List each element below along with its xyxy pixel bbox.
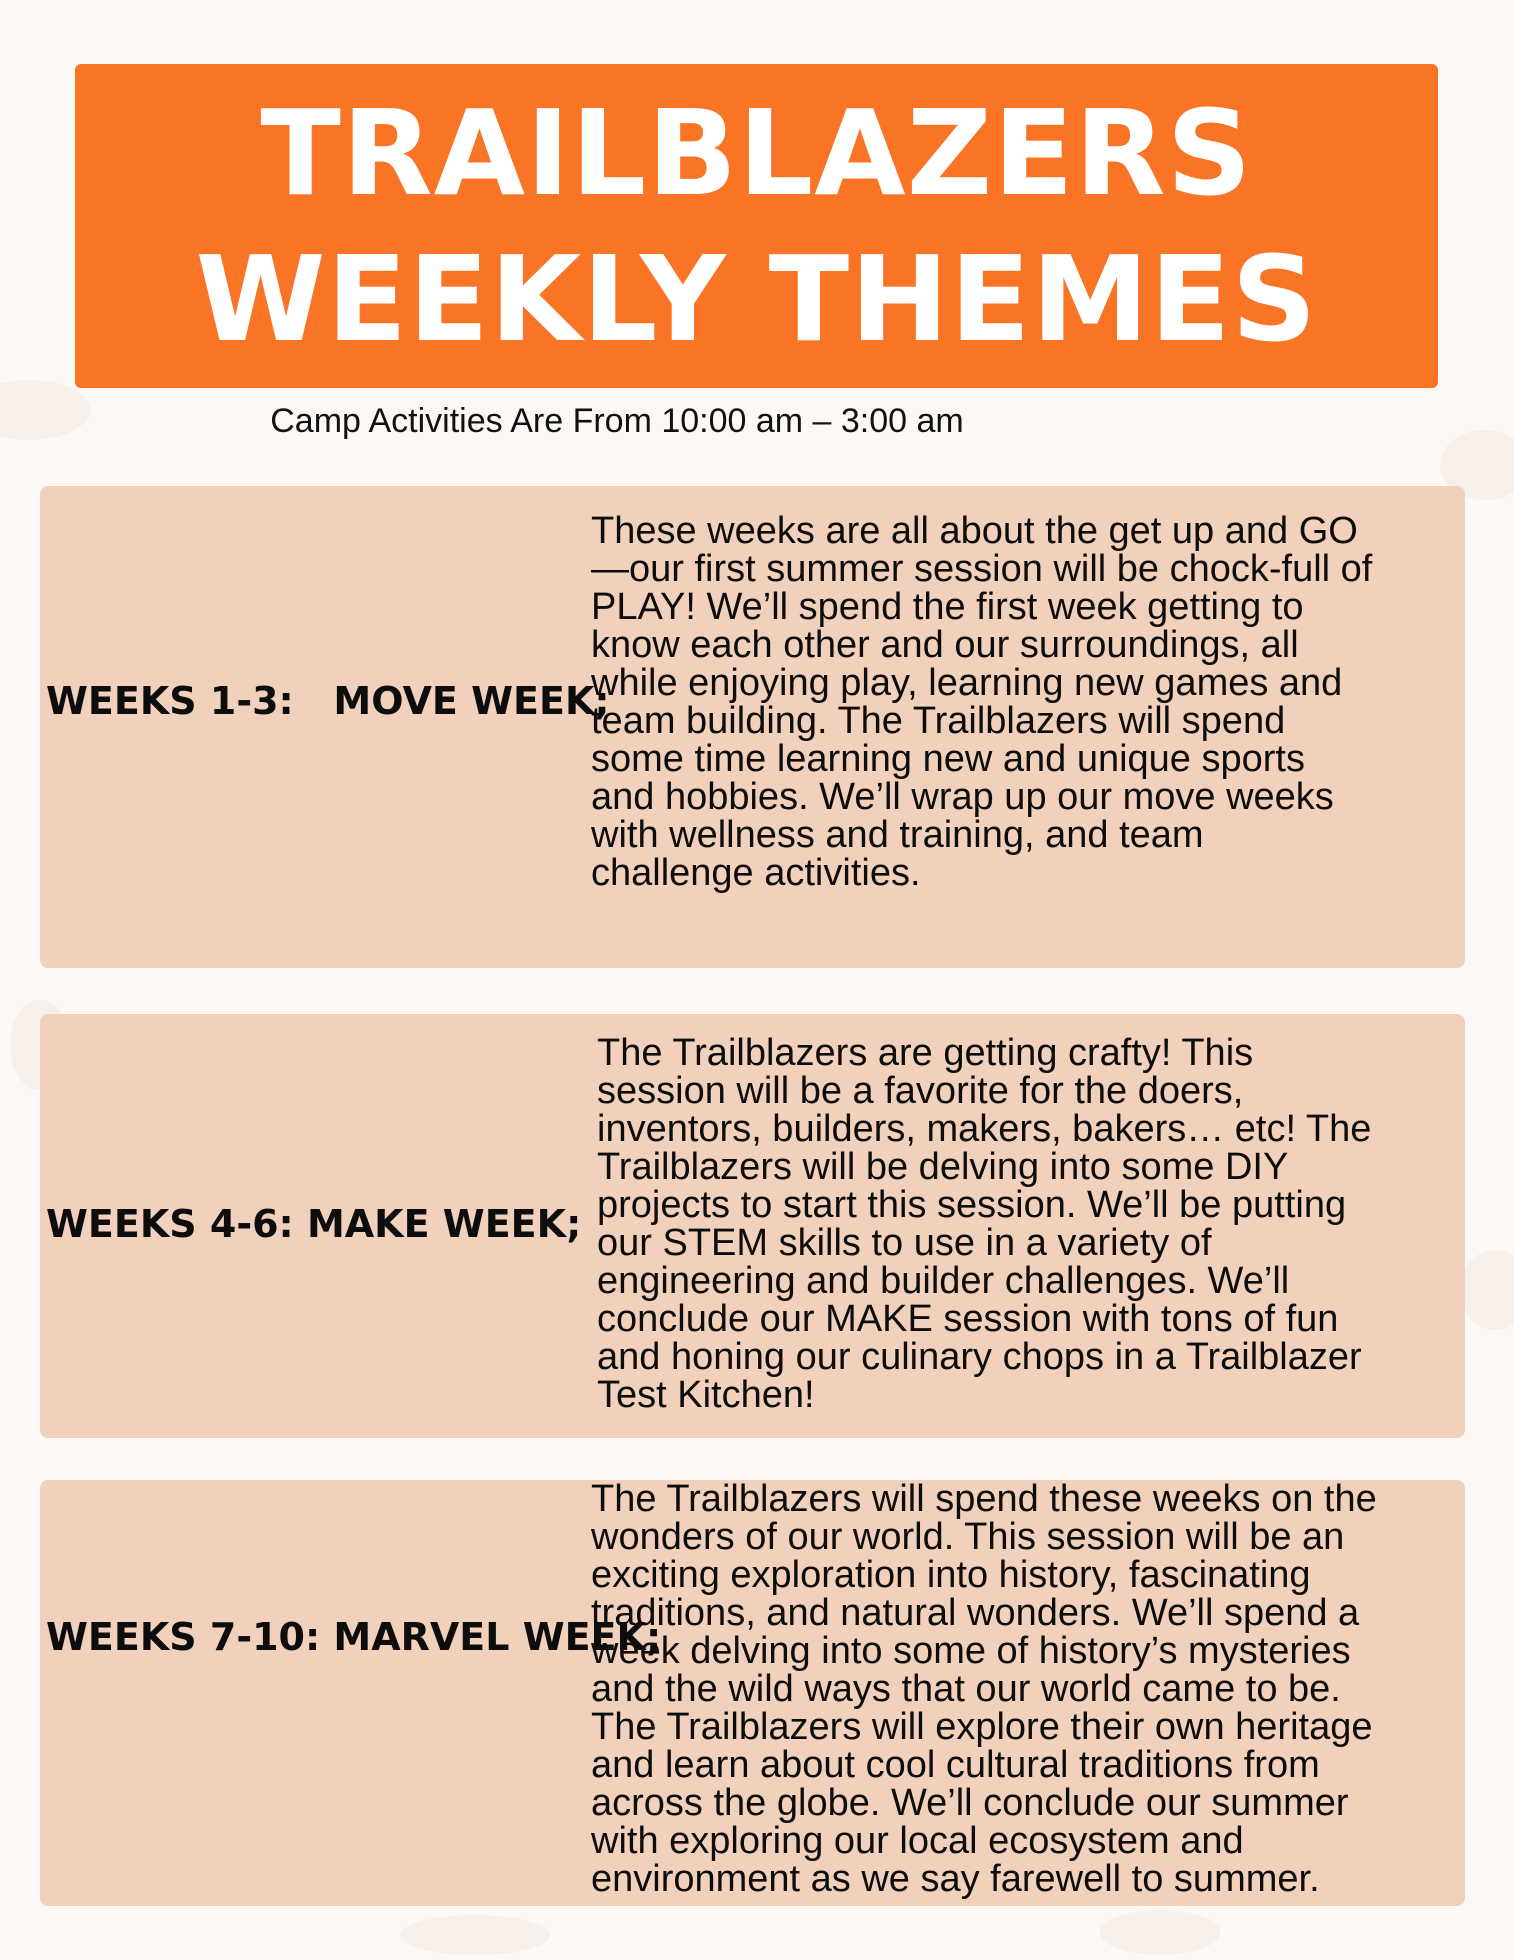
week-label: WEEKS 7-10: MARVEL WEEK; [46, 1615, 662, 1659]
description-line: The Trailblazers will explore their own heritage [591, 1706, 1373, 1748]
description-line: These weeks are all about the get up and GO [591, 510, 1358, 552]
week-label: WEEKS 1-3: MOVE WEEK; [46, 679, 610, 723]
description-line: —our first summer session will be chock-full of [591, 548, 1373, 590]
camp-hours-subtitle: Camp Activities Are From 10:00 am – 3:00 am [270, 402, 964, 440]
week-card-make [40, 1014, 1465, 1438]
week-label: WEEKS 4-6: MAKE WEEK; [46, 1202, 582, 1246]
description-line: session will be a favorite for the doers, [597, 1070, 1244, 1112]
page-title-line-1: TRAILBLAZERS [260, 84, 1253, 222]
description-line: engineering and builder challenges. We’ll [597, 1260, 1290, 1302]
description-line: and the wild ways that our world came to be. [591, 1668, 1341, 1710]
description-line: projects to start this session. We’ll be putting [597, 1184, 1347, 1226]
description-line: wonders of our world. This session will be an [591, 1516, 1345, 1558]
background-texture [1100, 1910, 1220, 1955]
description-line: Test Kitchen! [597, 1374, 815, 1416]
week-description [591, 512, 1372, 892]
week-description [597, 1034, 1371, 1414]
description-line: with exploring our local ecosystem and [591, 1820, 1244, 1862]
description-line: inventors, builders, makers, bakers… etc! The [597, 1108, 1372, 1150]
description-line: know each other and our surroundings, all [591, 624, 1299, 666]
description-line: with wellness and training, and team [591, 814, 1204, 856]
description-line: and learn about cool cultural traditions from [591, 1744, 1320, 1786]
week-card-marvel [40, 1480, 1465, 1906]
description-line: across the globe. We’ll conclude our summer [591, 1782, 1349, 1824]
description-line: and hobbies. We’ll wrap up our move weeks [591, 776, 1334, 818]
page-title-line-2: WEEKLY THEMES [195, 230, 1318, 368]
description-line: Trailblazers will be delving into some DIY [597, 1146, 1289, 1188]
description-line: some time learning new and unique sports [591, 738, 1305, 780]
background-texture [400, 1915, 550, 1955]
description-line: our STEM skills to use in a variety of [597, 1222, 1212, 1264]
description-line: week delving into some of history’s mysteries [591, 1630, 1351, 1672]
description-line: traditions, and natural wonders. We’ll spend a [591, 1592, 1360, 1634]
description-line: conclude our MAKE session with tons of fun [597, 1298, 1339, 1340]
description-line: The Trailblazers are getting crafty! This [597, 1032, 1254, 1074]
week-description [591, 1480, 1377, 1898]
description-line: exciting exploration into history, fascinating [591, 1554, 1311, 1596]
description-line: environment as we say farewell to summer. [591, 1858, 1320, 1900]
description-line: and honing our culinary chops in a Trailblazer [597, 1336, 1362, 1378]
description-line: while enjoying play, learning new games and [591, 662, 1343, 704]
week-card-move [40, 486, 1465, 968]
description-line: The Trailblazers will spend these weeks on the [591, 1478, 1377, 1520]
background-texture [1460, 1250, 1514, 1330]
description-line: PLAY! We’ll spend the first week getting to [591, 586, 1304, 628]
description-line: team building. The Trailblazers will spend [591, 700, 1286, 742]
description-line: challenge activities. [591, 852, 921, 894]
title-banner [75, 64, 1438, 388]
